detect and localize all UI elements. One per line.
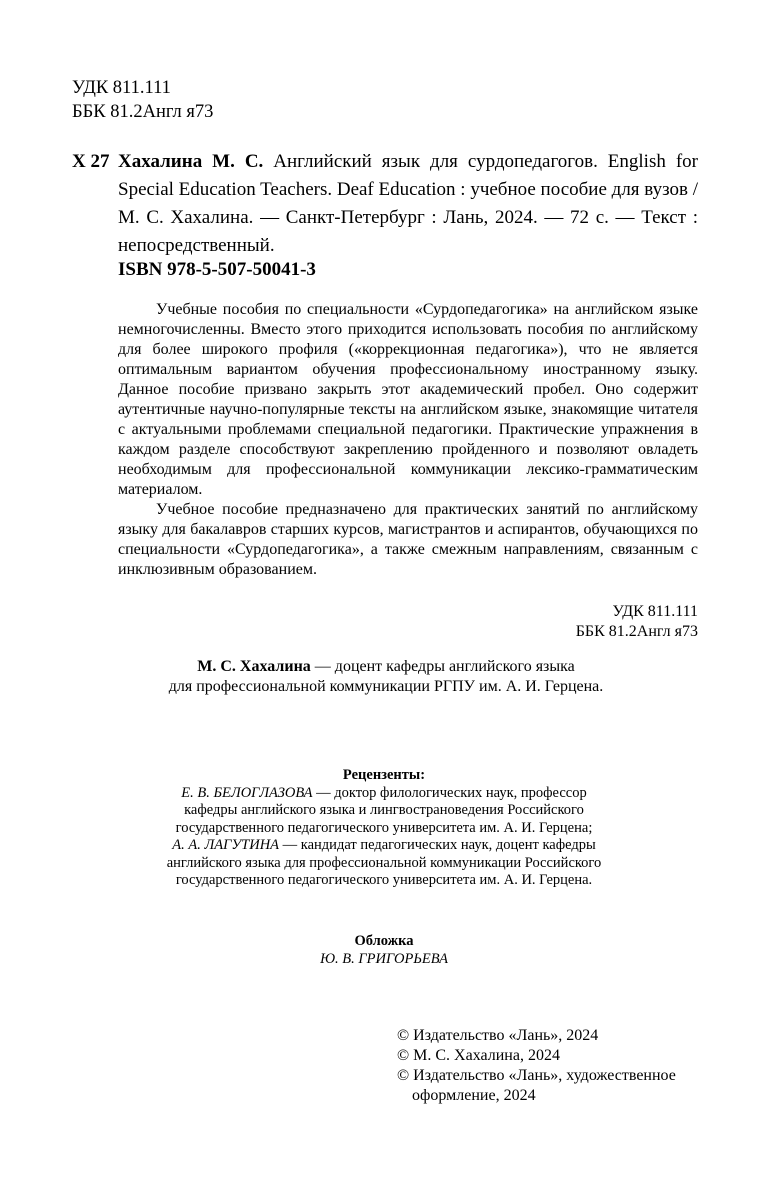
udk-code: УДК 811.111 <box>612 603 698 620</box>
classification-bottom <box>576 602 698 642</box>
reviewer-line: государственного педагогического университета им. А. И. Герцена. <box>175 872 593 888</box>
abstract <box>118 300 698 580</box>
cover-credit <box>118 933 650 968</box>
author-name: М. С. Хахалина <box>197 658 311 675</box>
copyright-line: © Издательство «Лань», 2024 <box>397 1027 599 1044</box>
reviewer-line: английского языка для профессиональной коммуникации Российского <box>166 854 602 871</box>
reviewer-title: — кандидат педагогических наук, доцент кафедры <box>279 837 596 853</box>
reviewer-line <box>118 785 650 803</box>
cover-heading: Обложка <box>354 933 414 949</box>
reviewer-line: кафедры английского языка и лингвострановедения Российского <box>184 802 584 818</box>
author-mark: Х 27 <box>72 151 110 172</box>
author-position: — доцент кафедры английского языка <box>310 658 575 675</box>
abstract-paragraph: Учебное пособие предназначено для практических занятий по английскому языку для бакалавров старших курсов, магистрантов и аспирантов, обучающихся по специальности «Сурдопедагогика», а также смежным направлениям, связанным с инклюзивным образованием. <box>118 501 698 578</box>
reviewer-name: А. А. ЛАГУТИНА <box>172 837 280 853</box>
reviewer-name: Е. В. БЕЛОГЛАЗОВА <box>181 784 313 801</box>
reviewer-title: — доктор филологических наук, профессор <box>312 784 587 801</box>
copyrights <box>397 1026 707 1106</box>
reviewers <box>118 767 650 890</box>
reviewers-heading: Рецензенты: <box>342 767 426 783</box>
cover-designer: Ю. В. ГРИГОРЬЕВА <box>320 950 448 967</box>
author-info <box>118 657 654 697</box>
udk-code: УДК 811.111 <box>72 78 171 98</box>
abstract-paragraph: Учебные пособия по специальности «Сурдопедагогика» на английском языке немногочисленны. Вместо этого приходится использовать пособия по английскому для более широкого профиля («коррекционная педагогика»), что не является оптимальным вариантом обучения профессиональному иностранному языку. Данное пособие призвано закрыть этот академический пробел. Оно содержит аутентичные научно-популярные тексты на английском языке, знакомящие читателя с актуальными проблемами специальной педагогики. Практические упражнения в каждом разделе способствуют закреплению пройденного и позволяют овладеть необходимым для профессиональной коммуникации лексико-грамматическим материалом. <box>118 301 698 498</box>
reviewer-line: государственного педагогического университета им. А. И. Герцена; <box>175 819 593 836</box>
author-info-line <box>118 657 654 677</box>
bibliographic-description <box>118 148 698 260</box>
biblio-description: Английский язык для сурдопедагогов. English for Special Education Teachers. Deaf Education : учебное пособие для вузов / М. С. Хахалина. — Санкт-Петербург : Лань, 2024. — 72 с. — Текст : непосредственный. <box>118 151 699 256</box>
copyright-line: © Издательство «Лань», художественное оформление, 2024 <box>397 1067 676 1104</box>
bbk-code: ББК 81.2Англ я73 <box>575 623 698 640</box>
author-info-line: для профессиональной коммуникации РГПУ им. А. И. Герцена. <box>168 678 604 695</box>
reviewer-line <box>118 837 650 855</box>
biblio-author: Хахалина М. С. <box>118 151 264 172</box>
isbn: ISBN 978-5-507-50041-3 <box>118 259 316 280</box>
bbk-code: ББК 81.2Англ я73 <box>72 102 214 122</box>
classification-top <box>72 76 213 124</box>
copyright-line: © М. С. Хахалина, 2024 <box>397 1047 560 1064</box>
